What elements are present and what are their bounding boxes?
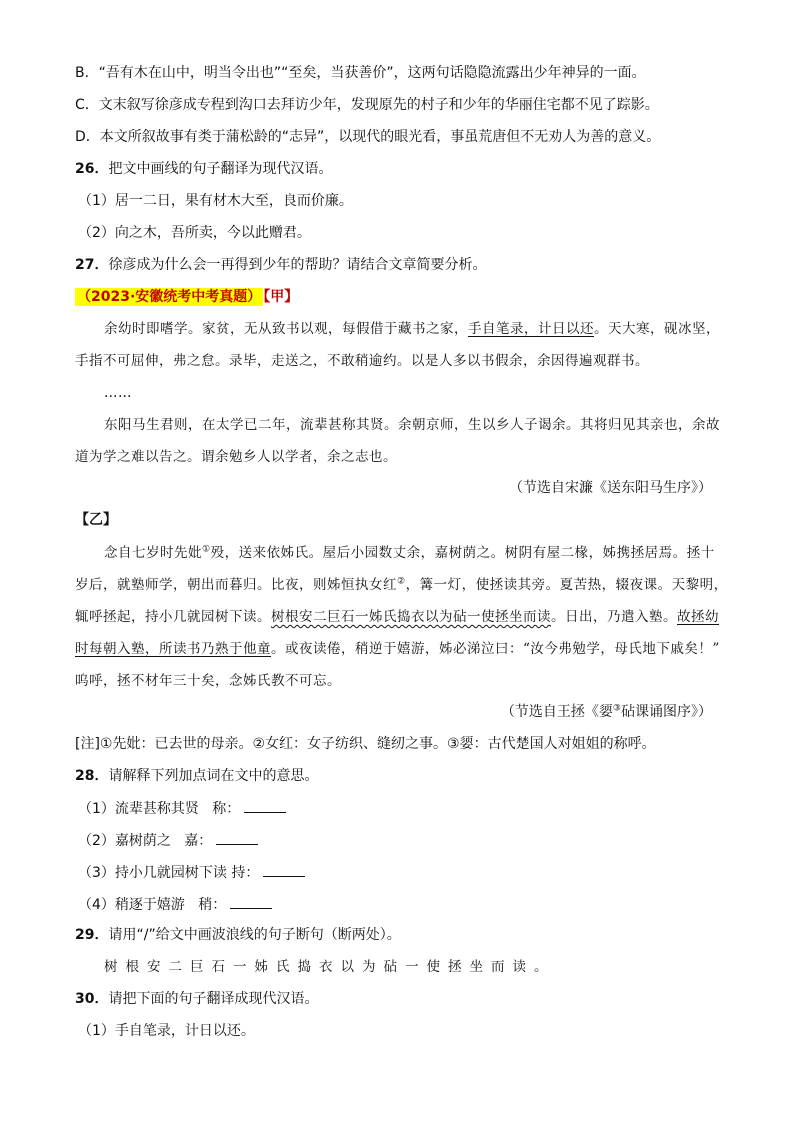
passage-text: 殁，送来依姊氏。屋后小园数丈余，嘉树荫之。树阴有屋二椽，姊携拯居焉。拯十: [210, 545, 715, 561]
question-27: [75, 255, 486, 275]
question-27-text: 徐彦成为什么会一再得到少年的帮助？请结合文章简要分析。: [108, 257, 487, 273]
source-text: 砧课诵图序》）: [621, 704, 712, 720]
question-28-item-4: [78, 894, 272, 915]
passage-jia-line-4: 道为学之难以告之。谓余勉乡人以学者，余之志也。: [75, 449, 397, 465]
option-b: B．“吾有木在山中，明当令出也”“至矣，当获善价”，这两句话隐隐流露出少年神异的一面。: [75, 65, 646, 81]
passage-yi-label: 【乙】: [75, 512, 117, 528]
passage-text: 岁后，就塾师学，朝出而暮归。比夜，则姊恒执女红: [75, 577, 397, 593]
passage-text: 念自七岁时先妣: [104, 545, 202, 561]
item-label: （4）稍逐于嬉游: [78, 897, 185, 913]
question-29-number: 29．: [75, 927, 109, 943]
passage-yi-line-5: 呜呼，拯不材年三十矣，念姊氏教不可忘。: [75, 673, 341, 689]
passage-text: 。天大寒，砚冰坚，: [594, 321, 720, 337]
answer-blank[interactable]: [216, 830, 258, 845]
question-28-number: 28．: [75, 768, 109, 784]
question-28-item-3: [78, 862, 305, 883]
passage-text: 余幼时即嗜学。家贫，无从致书以观，每假借于藏书之家，: [104, 321, 468, 337]
passage-yi-line-1: [104, 543, 715, 563]
footnote-marker: ③: [612, 703, 621, 714]
question-26-number: 26．: [75, 161, 109, 177]
option-c: C．文末叙写徐彦成专程到沟口去拜访少年，发现原先的村子和少年的华丽住宅都不见了踪影。: [75, 97, 659, 113]
question-30: [75, 989, 318, 1009]
passage-text: 。日出，乃遣入塾。: [551, 609, 677, 625]
option-d: D．本文所叙故事有类于蒲松龄的“志异”，以现代的眼光看，事虽荒唐但不无劝人为善的意义。: [75, 129, 661, 145]
footnote-marker: ①: [202, 544, 211, 555]
item-label: （1）流辈甚称其贤: [78, 801, 199, 817]
answer-blank[interactable]: [244, 798, 286, 813]
question-28-text: 请解释下列加点词在文中的意思。: [108, 768, 319, 784]
footnote-marker: ②: [397, 576, 406, 587]
answer-blank[interactable]: [230, 894, 272, 909]
question-29-sentence: 树根安二巨石一姊氏捣衣以为砧一使拯坐而读。: [104, 959, 556, 975]
passage-yi-source: [501, 702, 712, 722]
passage-yi-line-3: [75, 607, 719, 627]
question-30-item-1: （1）手自笔录，计日以还。: [78, 1023, 255, 1039]
passage-text: 辄呼拯起，持小几就园树下读。: [75, 609, 271, 625]
answer-blank[interactable]: [263, 862, 305, 877]
item-key: 持：: [231, 865, 260, 881]
question-28-item-1: [78, 798, 286, 819]
item-label: （2）嘉树荫之: [78, 833, 171, 849]
passage-jia-line-3: 东阳马生君则，在太学已二年，流辈甚称其贤。余朝京师，生以乡人子谒余。其将归见其亲也，余故: [104, 417, 720, 433]
exam-source-tag: （2023·安徽统考中考真题）: [77, 289, 262, 305]
item-key: 称：: [212, 801, 241, 817]
underlined-sentence: 故拯幼: [677, 609, 719, 625]
passage-jia-line-2: 手指不可屈伸，弗之怠。录毕，走送之，不敢稍逾约。以是人多以书假余，余因得遍观群书。: [75, 353, 649, 369]
item-key: 稍：: [198, 897, 227, 913]
source-text: （节选自王拯《媭: [500, 704, 613, 720]
question-29-text: 请用“/”给文中画波浪线的句子断句（断两处）。: [108, 927, 401, 943]
wavy-underlined-sentence: 树根安二巨石一姊氏捣衣以为砧一使拯坐而读: [271, 609, 551, 625]
question-26-item-1: （1）居一二日，果有材木大至，良而价廉。: [78, 193, 353, 209]
passage-jia-source: （节选自宋濂《送东阳马生序》）: [509, 480, 712, 496]
question-26-item-2: （2）向之木，吾所卖，今以此赠君。: [78, 225, 311, 241]
item-label: （3）持小几就园树下读: [78, 865, 227, 881]
question-27-number: 27．: [75, 257, 109, 273]
question-28-item-2: [78, 830, 258, 851]
underlined-sentence: 手自笔录，计日以还: [468, 321, 594, 337]
question-30-number: 30．: [75, 991, 109, 1007]
question-29: [75, 925, 401, 945]
section-header: [75, 287, 298, 307]
footnote: [注]①先妣：已去世的母亲。②女红：女子纺织、缝纫之事。③媭：古代楚国人对姐姐的称呼。: [75, 736, 656, 752]
passage-ellipsis: ……: [104, 385, 132, 401]
passage-yi-line-2: [75, 575, 728, 595]
passage-yi-line-4: [75, 639, 720, 659]
question-26-text: 把文中画线的句子翻译为现代汉语。: [108, 161, 333, 177]
question-26: [75, 159, 332, 179]
passage-jia-label: 【甲】: [263, 289, 299, 305]
passage-text: 。或夜读倦，稍逆于嬉游，姊必涕泣曰：“汝今弗勉学，母氏地下戚矣！”: [271, 641, 720, 657]
passage-jia-line-1: [104, 319, 720, 339]
item-key: 嘉：: [184, 833, 213, 849]
underlined-sentence: 时每朝入塾，所读书乃熟于他童: [75, 641, 271, 657]
passage-text: ，篝一灯，使拯读其旁。夏苦热，辍夜课。天黎明，: [405, 577, 728, 593]
question-30-text: 请把下面的句子翻译成现代汉语。: [108, 991, 319, 1007]
question-28: [75, 766, 318, 786]
